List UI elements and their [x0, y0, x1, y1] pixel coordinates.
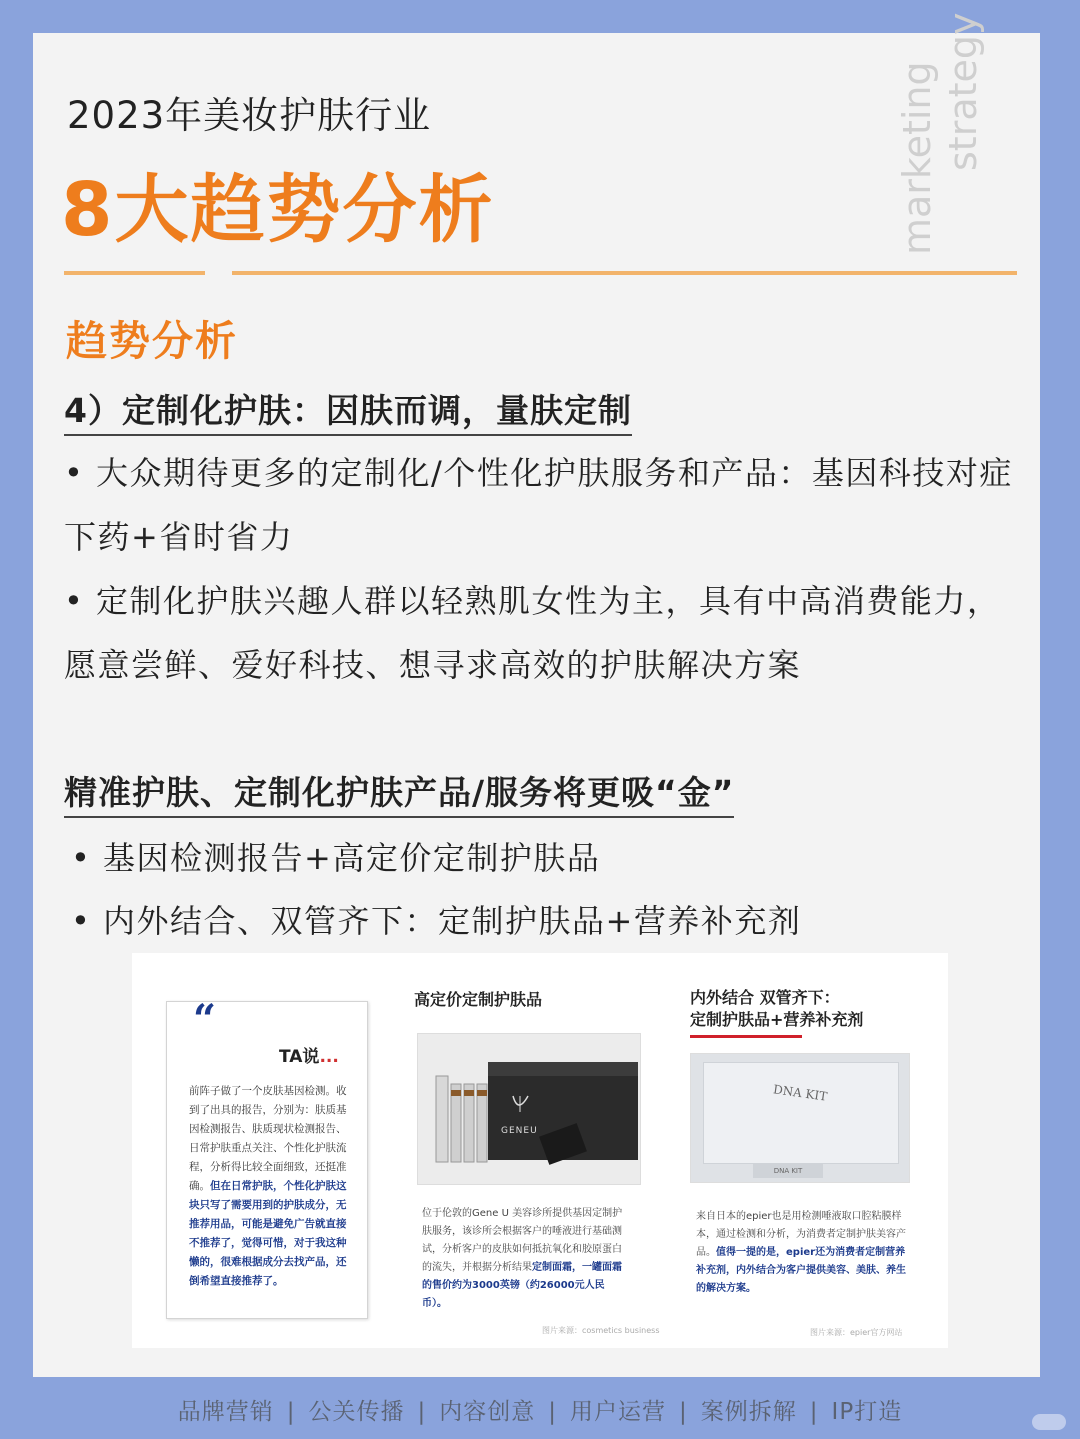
col3-title-1: 内外结合 双管齐下：: [690, 988, 840, 1007]
col2-product-photo: [417, 1033, 641, 1185]
col2-title: 高定价定制护肤品: [414, 990, 543, 1009]
footer-separator: |: [548, 1399, 558, 1425]
footer-separator: |: [679, 1399, 688, 1425]
col3-title-underline: [690, 1035, 802, 1038]
quote-text: [189, 1082, 353, 1291]
footer-item-content-creative: 内容创意: [439, 1399, 536, 1425]
footer-item-case-study: 案例拆解: [700, 1399, 797, 1425]
footer-separator: |: [417, 1399, 427, 1425]
vertical-word-strategy: strategy: [941, 12, 985, 171]
col3-dna-kit-photo: [690, 1053, 910, 1183]
col2-caption-bold: 定制面霜，一罐面霜的售价约为3000英镑（约26000元人民币）。: [422, 1262, 622, 1309]
col2-caption: [422, 1205, 628, 1313]
dna-kit-label-small: DNA KIT: [753, 1164, 823, 1178]
gift-box-image: [418, 1034, 640, 1184]
block1-bullet-1: • 大众期待更多的定制化/个性化护肤服务和产品：基因科技对症下药+省时省力: [64, 454, 1013, 556]
footer-item-pr: 公关传播: [308, 1399, 405, 1425]
col3-source: 图片来源：epier官方网站: [810, 1328, 903, 1337]
col2-caption-plain: 位于伦敦的Gene U 美容诊所提供基因定制护肤服务，该诊所会根据客户的唾液进行基础测试，分析客户的皮肤如何抵抗氧化和胶原蛋白的流失，并根据分析结果: [422, 1208, 623, 1273]
quote-mark: “: [193, 996, 217, 1043]
footer-separator: |: [286, 1399, 296, 1425]
block2-bullet-1: • 基因检测报告+高定价定制护肤品: [71, 839, 601, 877]
footer-separator: |: [809, 1399, 819, 1425]
quote-title-text: TA说: [279, 1047, 320, 1067]
header-title: 8大趋势分析: [61, 167, 495, 253]
watermark-badge: [1032, 1414, 1066, 1430]
col3-caption-plain: 来自日本的epier也是用检测唾液取口腔粘膜样本，通过检测和分析，为消费者定制护肤美容产品。: [696, 1211, 906, 1258]
footer-item-ip: IP打造: [831, 1399, 903, 1425]
quote-title: [279, 1042, 339, 1067]
dna-kit-label: DNA KIT: [772, 1082, 829, 1104]
header-rule-short: [64, 271, 205, 275]
quote-text-bold: 但在日常护肤，个性化护肤这块只写了需要用到的护肤成分，无推荐用品，可能是避免广告就直接不推荐了，觉得可惜，对于我这种懒的，很难根据成分去找产品，还倒希望直接推荐了。: [189, 1180, 347, 1287]
block2-bullet-2: • 内外结合、双管齐下：定制护肤品+营养补充剂: [71, 902, 802, 940]
col3-caption-bold: 值得一提的是，epier还为消费者定制营养补充剂，内外结合为客户提供美容、美肤、养生的解决方案。: [696, 1247, 906, 1294]
dna-kit-box: [703, 1062, 899, 1164]
header-rule-long: [232, 271, 1017, 275]
quote-card: [166, 996, 368, 1319]
block2-heading: 精准护肤、定制化护肤产品/服务将更吸“金”: [64, 767, 734, 818]
col2-box-brand: GENEU: [501, 1126, 538, 1136]
section-title: 趋势分析: [66, 317, 238, 365]
block1-bullet-2: • 定制化护肤兴趣人群以轻熟肌女性为主，具有中高消费能力，愿意尝鲜、爱好科技、想寻求高效的护肤解决方案: [64, 582, 1001, 684]
footer-item-brand-marketing: 品牌营销: [177, 1399, 274, 1425]
image-collage: [132, 953, 948, 1348]
vertical-word-marketing: marketing: [895, 61, 939, 255]
col3-caption: [696, 1208, 906, 1298]
col2-source: 图片来源：cosmetics business: [542, 1326, 660, 1335]
block1-heading: 4）定制化护肤：因肤而调，量肤定制: [64, 385, 632, 436]
col3-title-2: 定制护肤品+营养补充剂: [690, 1010, 864, 1029]
quote-title-dots: ...: [319, 1047, 339, 1067]
content-card: [33, 12, 1040, 1377]
header-subtitle: 2023年美妆护肤行业: [67, 94, 432, 137]
footer-nav: [0, 1393, 1080, 1426]
quote-text-plain: 前阵子做了一个皮肤基因检测。收到了出具的报告，分别为：肤质基因检测报告、肤质现状检测报告、日常护肤重点关注、个性化护肤流程，分析得比较全面细致，还挺准确。: [189, 1085, 347, 1192]
footer-item-user-ops: 用户运营: [570, 1399, 667, 1425]
